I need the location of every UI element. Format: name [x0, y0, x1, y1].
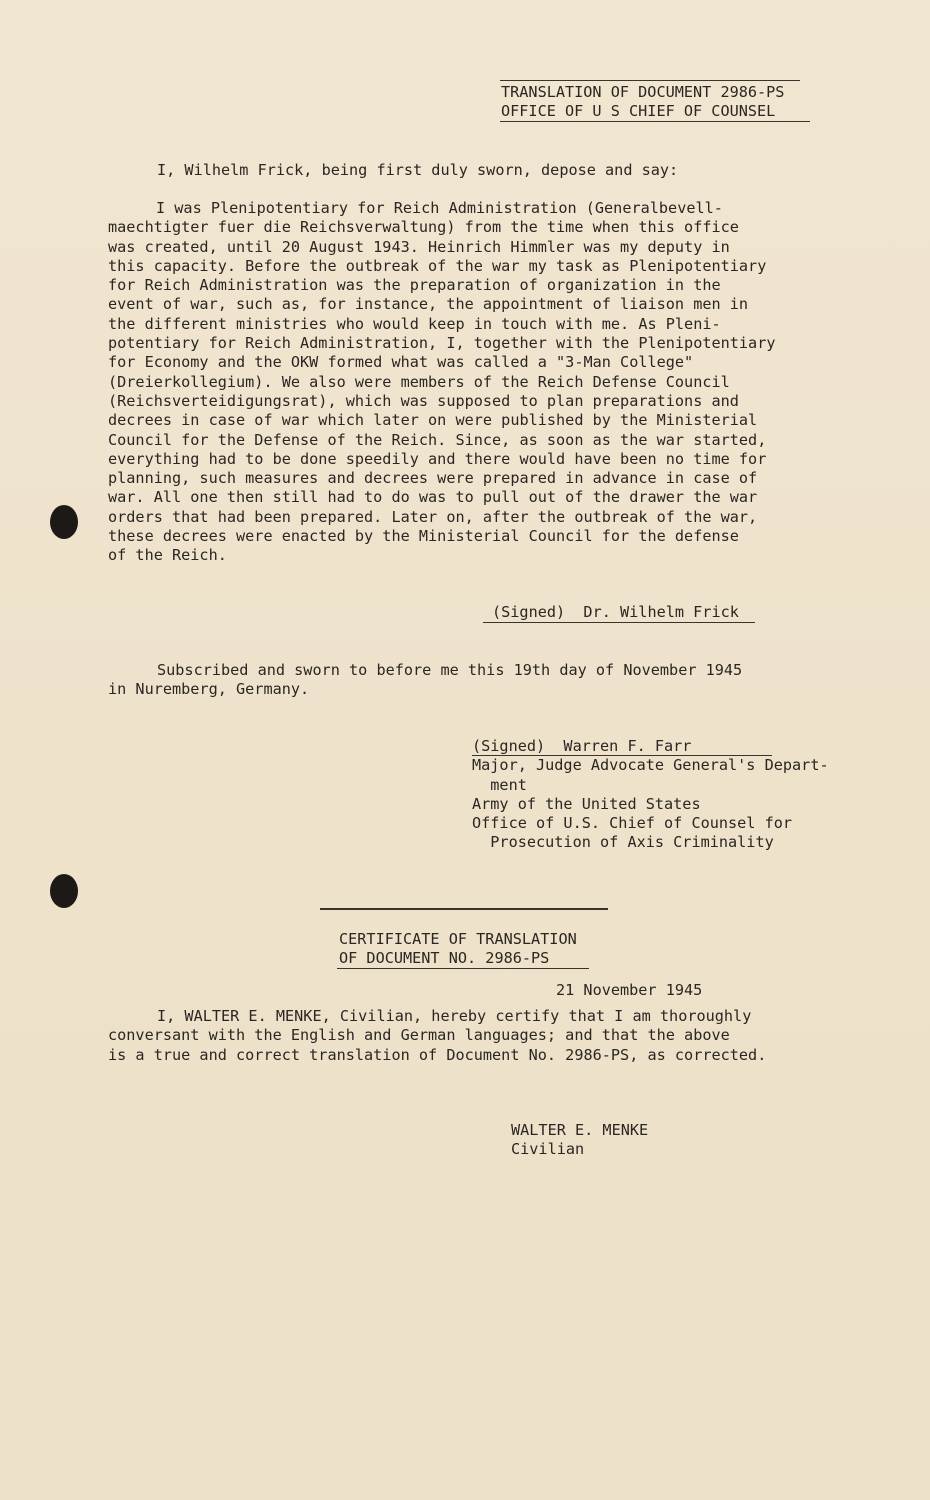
body-line: planning, such measures and decrees were prepared in advance in case of [108, 469, 758, 488]
translator-name: WALTER E. MENKE [511, 1121, 649, 1139]
certificate-date: 21 November 1945 [556, 981, 703, 999]
header-line-2: OFFICE OF U S CHIEF OF COUNSEL [501, 102, 776, 120]
body-line: for Economy and the OKW formed what was called a "3-Man College" [108, 353, 694, 372]
punch-hole-upper [50, 505, 78, 539]
intro-line: I, Wilhelm Frick, being first duly sworn, depose and say: [157, 161, 679, 179]
body-line: of the Reich. [108, 546, 227, 565]
body-line: I was Plenipotentiary for Reich Administration (Generalbevell- [156, 199, 723, 217]
officer-signature: (Signed) Warren F. Farr [472, 737, 692, 755]
body-line: (Reichsverteidigungsrat), which was supposed to plan preparations and [108, 391, 739, 410]
body-line: this capacity. Before the outbreak of the war my task as Plenipotentiary [108, 256, 767, 275]
punch-hole-lower [50, 874, 78, 908]
body-line: potentiary for Reich Administration, I, together with the Plenipotentiary [108, 334, 776, 353]
body-line: war. All one then still had to do was to pull out of the drawer the war [108, 488, 758, 507]
certificate-body [108, 1007, 766, 1065]
certificate-title-1: CERTIFICATE OF TRANSLATION [339, 930, 577, 948]
affidavit-body [108, 199, 776, 566]
body-line: (Dreierkollegium). We also were members of the Reich Defense Council [108, 372, 730, 391]
frick-signature-rule [483, 622, 755, 623]
header-rule-top [500, 80, 800, 81]
body-line: orders that had been prepared. Later on, after the outbreak of the war, [108, 507, 758, 526]
body-line: for Reich Administration was the preparation of organization in the [108, 276, 721, 295]
certificate-line: conversant with the English and German languages; and that the above [108, 1026, 730, 1045]
body-line: Council for the Defense of the Reich. Since, as soon as the war started, [108, 430, 767, 449]
frick-signature: (Signed) Dr. Wilhelm Frick [492, 603, 739, 621]
header-line-1: TRANSLATION OF DOCUMENT 2986-PS [501, 83, 785, 101]
subscribed-line-2: in Nuremberg, Germany. [108, 680, 310, 698]
officer-line: Office of U.S. Chief of Counsel for [472, 814, 793, 833]
header-rule-bottom [500, 121, 810, 122]
subscribed-line-1: Subscribed and sworn to before me this 19th day of November 1945 [157, 661, 743, 679]
officer-line: ment [472, 775, 527, 794]
translator-title: Civilian [511, 1140, 585, 1158]
body-line: decrees in case of war which later on were published by the Ministerial [108, 411, 758, 430]
certificate-title-2: OF DOCUMENT NO. 2986-PS [339, 949, 550, 967]
officer-line: Prosecution of Axis Criminality [472, 833, 774, 852]
body-line: event of war, such as, for instance, the appointment of liaison men in [108, 295, 749, 314]
body-line: the different ministries who would keep in touch with me. As Pleni- [108, 314, 721, 333]
certificate-line: I, WALTER E. MENKE, Civilian, hereby certify that I am thoroughly [157, 1007, 752, 1025]
certificate-title-rule [337, 968, 589, 969]
certificate-line: is a true and correct translation of Document No. 2986-PS, as corrected. [108, 1045, 767, 1064]
body-line: everything had to be done speedily and there would have been no time for [108, 449, 767, 468]
section-divider [320, 908, 608, 910]
body-line: maechtigter fuer die Reichsverwaltung) from the time when this office [108, 218, 739, 237]
body-line: was created, until 20 August 1943. Heinrich Himmler was my deputy in [108, 237, 730, 256]
officer-line: Major, Judge Advocate General's Depart- [472, 756, 829, 775]
body-line: these decrees were enacted by the Ministerial Council for the defense [108, 527, 739, 546]
officer-line: Army of the United States [472, 794, 701, 813]
officer-signature-rule [472, 755, 772, 756]
